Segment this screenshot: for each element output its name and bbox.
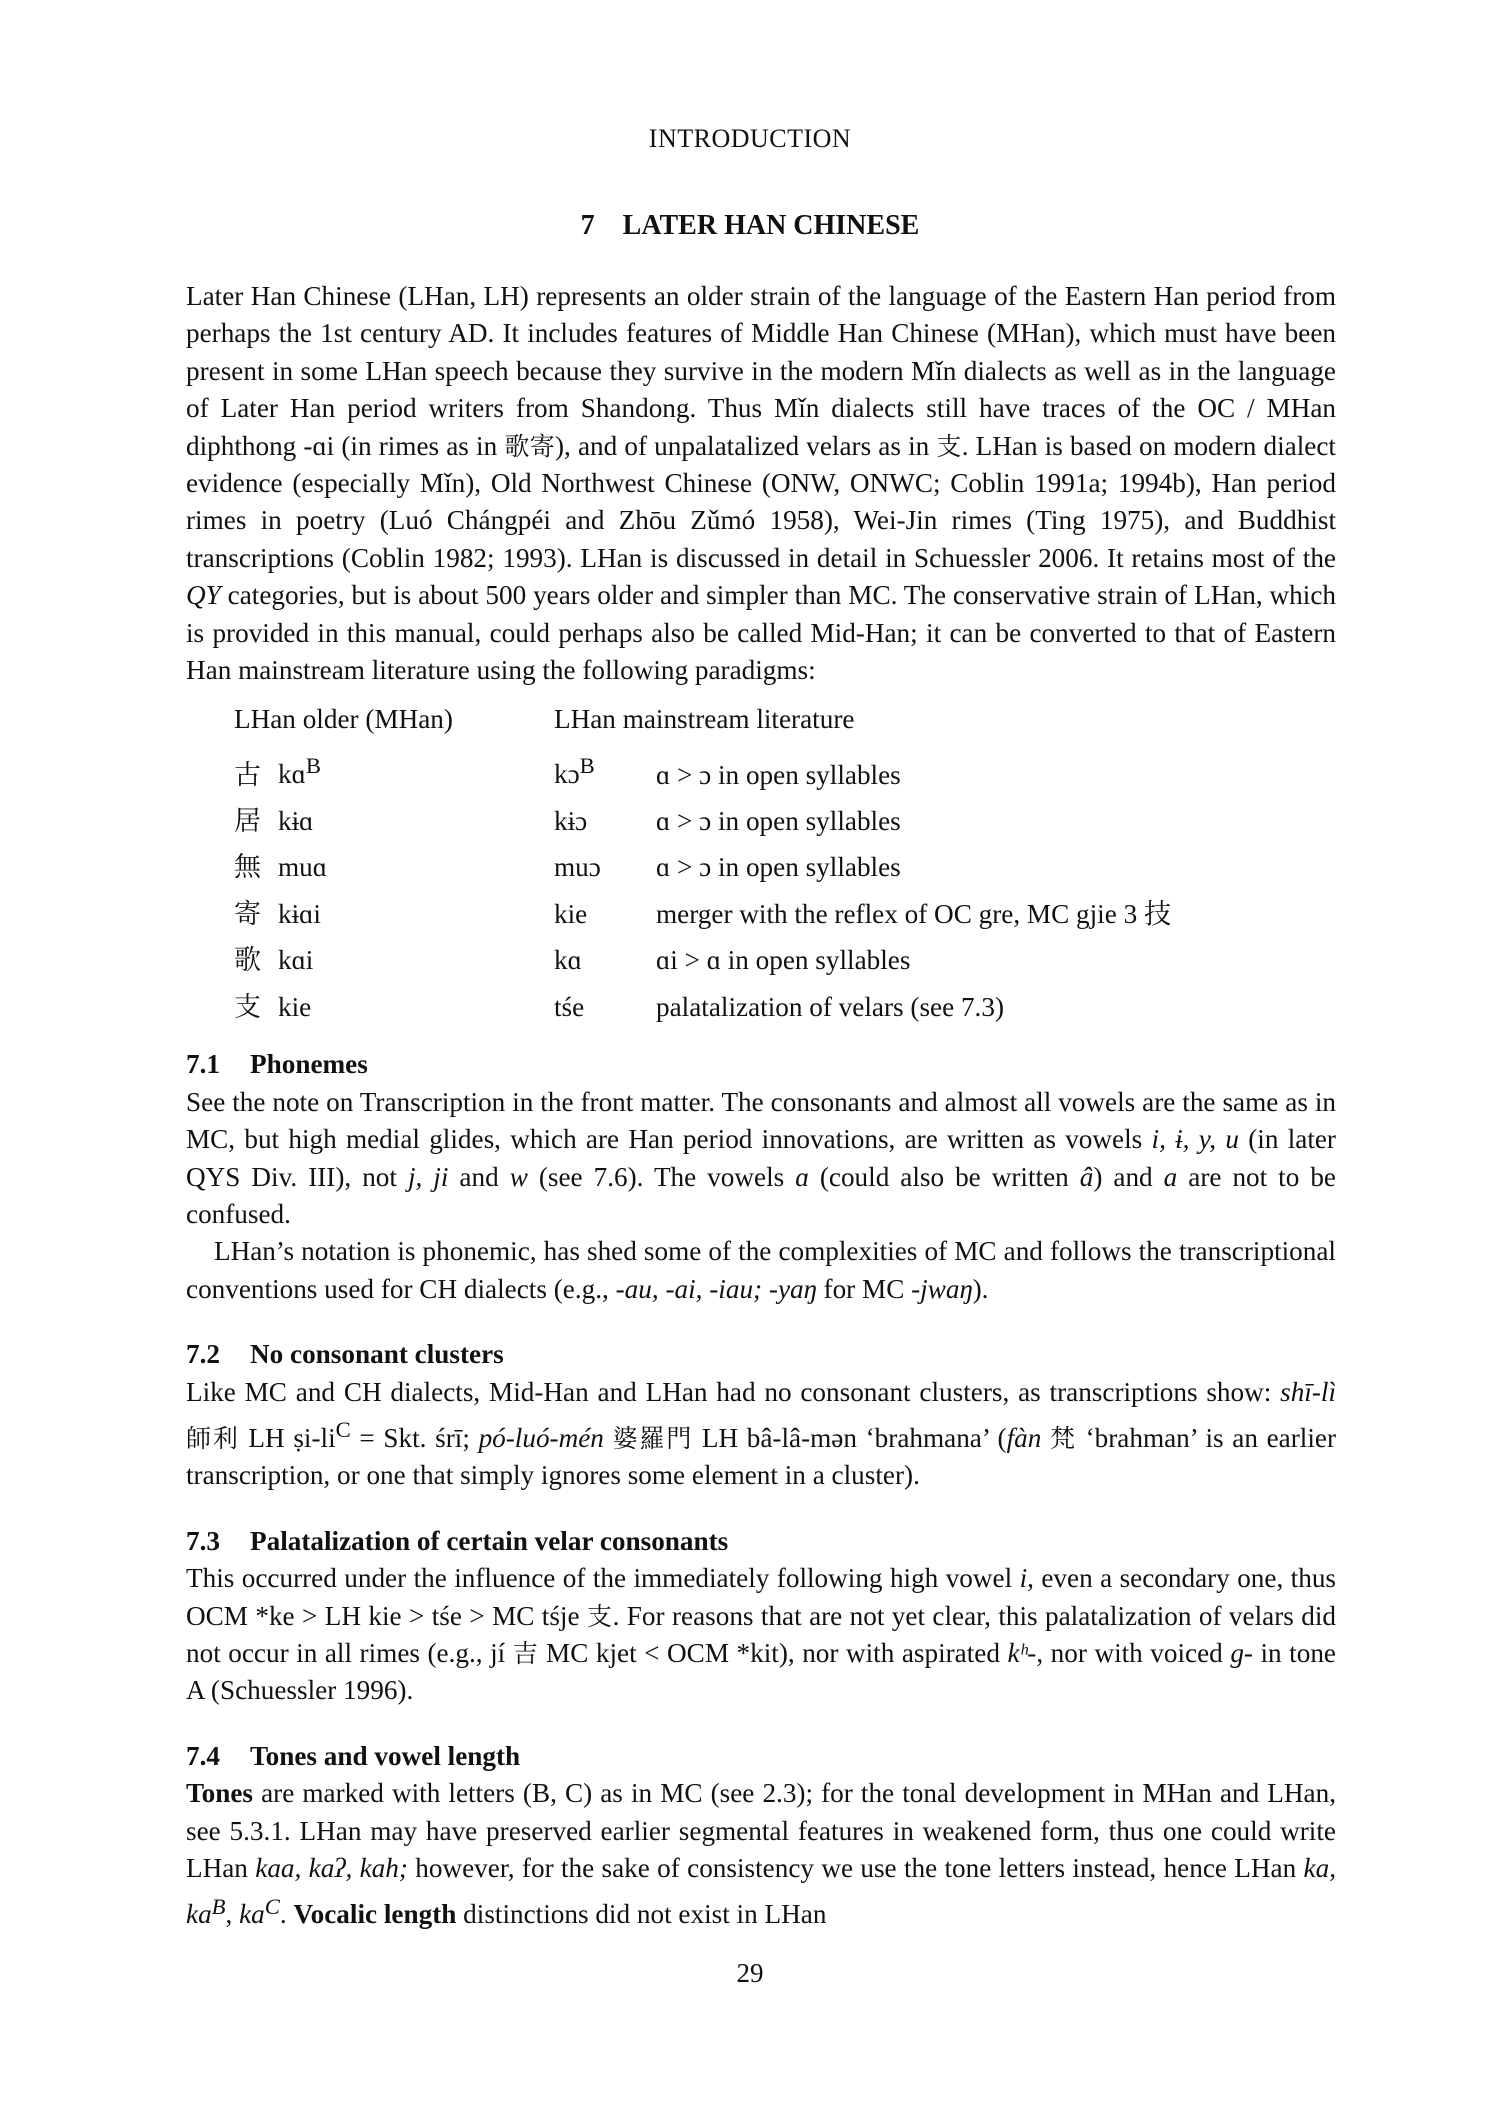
section-heading-7-4: 7.4 Tones and vowel length bbox=[186, 1740, 521, 1771]
section-7-3-paragraph: This occurred under the influence of the immediately following high vowel i, even a secondary one, thus OCM *ke > LH kie > tśe > MC tśje 支. For reasons that are not yet clear, this palatalization of velars did not occur in all rimes (e.g., jí 吉 MC kjet < OCM *kit), nor with aspirated kʰ-, nor with voiced g- in tone A (Schuessler 1996). bbox=[186, 1563, 1336, 1706]
paradigm-header-row bbox=[234, 701, 1171, 747]
han-chars: 歌寄 bbox=[504, 431, 555, 461]
paradigm-row: 支 kie tśe palatalization of velars (see 7.3) bbox=[234, 991, 1004, 1023]
section-7-1-paragraph: See the note on Transcription in the front matter. The consonants and almost all vowels are the same as in MC, but high medial glides, which are Han period innovations, are written as vowels i, ɨ, y, u (in later QYS Div. III), not j, ji and w (see 7.6). The vowels ɑ (could also be written â) and a are not to be confused. bbox=[186, 1086, 1336, 1229]
col-header-mainstream: LHan mainstream literature bbox=[554, 704, 855, 735]
paradigm-row: 居 kɨɑ kɨɔ ɑ > ɔ in open syllables bbox=[234, 806, 901, 837]
paradigm-row: 歌 kɑi kɑ ɑi > ɑ in open syllables bbox=[234, 945, 911, 977]
page-number: 29 bbox=[736, 1958, 764, 1988]
paradigm-row: 寄 kɨɑi kie merger with the reflex of OC gre, MC gjie 3 技 bbox=[234, 898, 1172, 930]
section-heading-7-3: 7.3 Palatalization of certain velar consonants bbox=[186, 1525, 729, 1556]
chapter-title bbox=[0, 210, 1500, 242]
page-body bbox=[186, 278, 1336, 1934]
chapter-number: 7 bbox=[580, 210, 595, 241]
section-7-2-paragraph: Like MC and CH dialects, Mid-Han and LHan had no consonant clusters, as transcriptions show: shī-lì 師利 LH $ṣi-li^C$ = Skt. śrī; pó-luó-mén 婆羅門 LH bâ-lâ-mən ‘brahmana’ (fàn 梵 ‘brahman’ is an earlier transcription, or one that simply ignores some element in a cluster). bbox=[186, 1376, 1336, 1491]
running-header: INTRODUCTION bbox=[648, 124, 852, 153]
han-char: 支 bbox=[936, 431, 962, 461]
intro-paragraph: Later Han Chinese (LHan, LH) represents an older strain of the language of the Eastern Han period from perhaps the 1st century AD. It includes features of Middle Han Chinese (MHan), which must have been present in some LHan speech because they survive in the modern Mǐn dialects as well as in the language of Later Han period writers from Shandong. Thus Mǐn dialects still have traces of the OC / MHan diphthong -ɑi (in rimes as in 歌寄), and of unpalatalized velars as in 支. LHan is based on modern dialect evidence (especially Mǐn), Old Northwest Chinese (ONW, ONWC; Coblin 1991a; 1994b), Han period rimes in poetry (Luó Chángpéi and Zhōu Zǔmó 1958), Wei-Jin rimes (Ting 1975), and Buddhist transcriptions (Coblin 1982; 1993). LHan is discussed in detail in Schuessler 2006. It retains most of the QY categories, but is about 500 years older and simpler than MC. The conservative strain of LHan, which is provided in this manual, could perhaps also be called Mid-Han; it can be converted to that of Eastern Han mainstream literature using the following paradigms: bbox=[186, 281, 1336, 686]
section-heading-7-1: 7.1 Phonemes bbox=[186, 1049, 368, 1080]
paradigm-row: 無 muɑ muɔ ɑ > ɔ in open syllables bbox=[234, 852, 901, 884]
section-7-4-paragraph: Tones are marked with letters (B, C) as in MC (see 2.3); for the tonal development in MHan and LHan, see 5.3.1. LHan may have preserved earlier segmental features in weakened form, thus one could write LHan kaa, kaʔ, kah; however, for the sake of consistency we use the tone letters instead, hence LHan ka, $ka^B$, $ka^C$. Vocalic length distinctions did not exist in LHan bbox=[186, 1778, 1337, 1930]
paradigm-table bbox=[234, 701, 1171, 1026]
chapter-title-text: LATER HAN CHINESE bbox=[622, 210, 920, 241]
section-7-1-paragraph-2: LHan’s notation is phonemic, has shed some of the complexities of MC and follows the transcriptional conventions used for CH dialects (e.g., -au, -ai, -iau; -yaŋ for MC -jwaŋ). bbox=[186, 1236, 1336, 1304]
section-heading-7-2: 7.2 No consonant clusters bbox=[186, 1339, 504, 1370]
paradigm-row: 古 kɑ$^B$ kɔ$^B$ ɑ > ɔ in open syllables bbox=[234, 753, 901, 791]
col-header-older: LHan older (MHan) bbox=[234, 704, 453, 735]
